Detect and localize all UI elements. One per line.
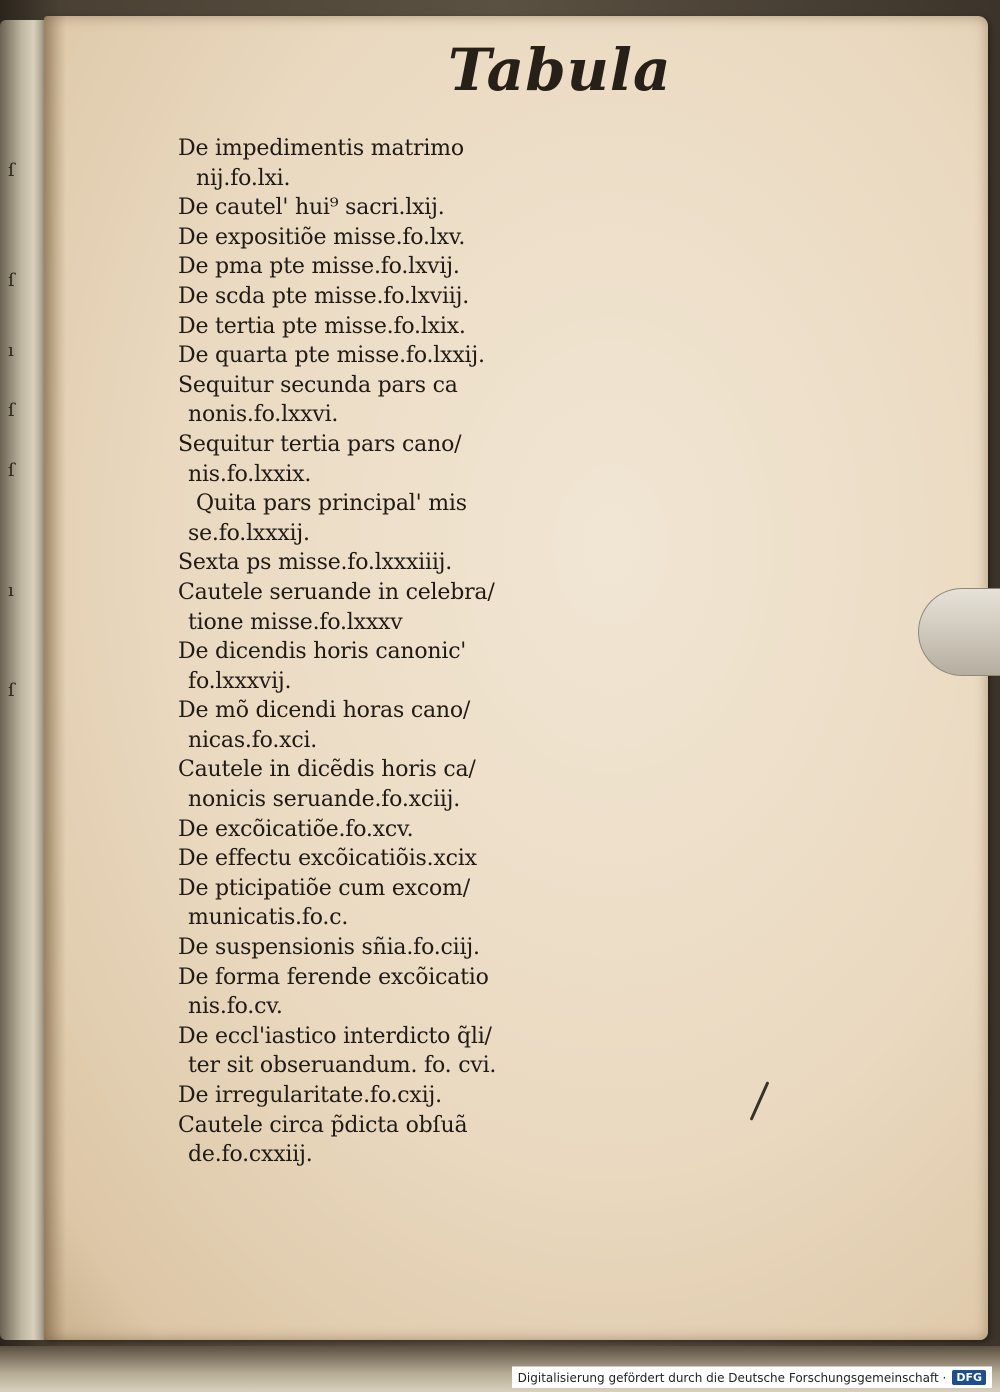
toc-line: De cautel' hui⁹ sacri.lxij. (178, 195, 445, 221)
toc-line: De dicendis horis canonic' (178, 639, 467, 665)
toc-line: De irregularitate.fo.cxij. (178, 1083, 442, 1108)
page-gutter-shadow (44, 16, 66, 1340)
toc-line: De pticipatiõe cum excom/ (178, 875, 470, 901)
left-page-glyph: ſ (8, 400, 15, 421)
toc-line: De eccl'iastico interdicto q̃li/ (178, 1023, 492, 1049)
left-page-edge (0, 20, 48, 1340)
toc-line: Cautele circa p̃dicta obſuã (178, 1112, 468, 1138)
toc-line: nonicis seruande.fo.xciij. (188, 787, 461, 813)
toc-line: nij.fo.lxi. (196, 165, 291, 191)
toc-line: De impedimentis matrimo (178, 136, 464, 161)
toc-line: Sexta ps misse.fo.lxxxiiij. (178, 550, 453, 576)
toc-line: De excõicatiõe.fo.xcv. (178, 816, 414, 842)
toc-line: de.fo.cxxiij. (188, 1142, 313, 1168)
left-page-glyph: ſ (8, 160, 15, 181)
toc-line: De mõ dicendi horas cano/ (178, 698, 471, 724)
toc-line: Cautele seruande in celebra/ (178, 579, 495, 605)
page-clasp (918, 588, 1000, 676)
toc-line: fo.lxxxvij. (188, 668, 292, 694)
left-page-glyph: ſ (8, 680, 15, 701)
toc-line: municatis.fo.c. (188, 905, 349, 931)
toc-line: De suspensionis sñia.fo.ciij. (178, 935, 480, 961)
toc-line: De tertia pte misse.fo.lxix. (178, 313, 466, 339)
toc-line: se.fo.lxxxij. (188, 520, 310, 546)
toc-line: tione misse.fo.lxxxv (188, 609, 403, 635)
digitization-footer (512, 1366, 992, 1388)
table-of-contents (178, 134, 518, 1170)
left-page-glyph: ſ (8, 460, 15, 481)
toc-line: nis.fo.lxxix. (188, 461, 312, 487)
toc-line: nonis.fo.lxxvi. (188, 402, 339, 428)
toc-line: ter sit obseruandum. fo. cvi. (188, 1053, 497, 1079)
toc-line: Sequitur tertia pars cano/ (178, 431, 462, 457)
toc-line: nicas.fo.xci. (188, 727, 318, 753)
toc-line: De scda pte misse.fo.lxviij. (178, 283, 470, 309)
toc-line: De pma pte misse.fo.lxvij. (178, 254, 460, 280)
page-title: Tabula (448, 36, 672, 104)
toc-line: De expositiõe misse.fo.lxv. (178, 224, 466, 250)
footer-credit-text: Digitalisierung gefördert durch die Deutsche Forschungsgemeinschaft · (517, 1370, 947, 1385)
toc-line: Cautele in dicẽdis horis ca/ (178, 757, 476, 783)
toc-line: nis.fo.cv. (188, 994, 283, 1020)
left-page-glyph: ı (8, 580, 14, 601)
left-page-glyph: ſ (8, 270, 15, 291)
toc-line: De quarta pte misse.fo.lxxij. (178, 343, 485, 369)
toc-line: De forma ferende excõicatio (178, 964, 489, 990)
toc-line: Sequitur secunda pars ca (178, 372, 458, 398)
toc-line: Quita pars principal' mis (196, 491, 467, 517)
toc-line: De effectu excõicatiõis.xcix (178, 846, 477, 872)
left-page-glyph: ı (8, 340, 14, 361)
dfg-logo-icon: DFG (952, 1370, 986, 1385)
